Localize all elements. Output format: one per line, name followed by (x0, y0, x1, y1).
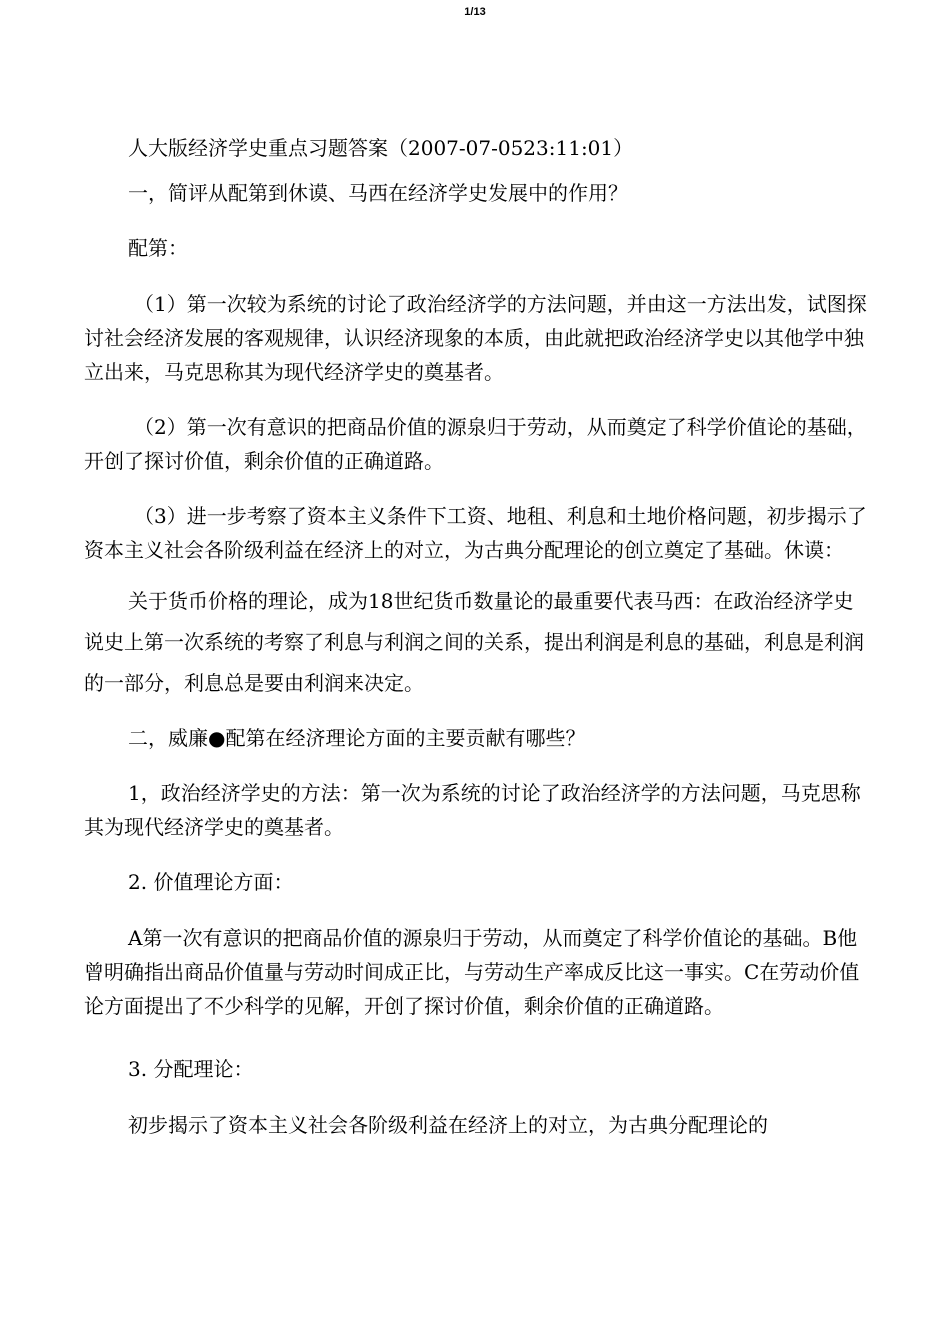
petty-point-3: （3）进一步考察了资本主义条件下工资、地租、利息和土地价格问题，初步揭示了资本主义社会各阶级利益在经济上的对立，为古典分配理论的创立奠定了基础。休谟： (84, 504, 867, 562)
document-title: 人大版经济学史重点习题答案（2007-07-0523:11:01） (128, 136, 634, 160)
question-1-heading: 一，简评从配第到休谟、马西在经济学史发展中的作用？ (128, 181, 628, 205)
q2-point-3-body: 初步揭示了资本主义社会各阶级利益在经济上的对立，为古典分配理论的 (128, 1113, 768, 1137)
petty-point-2: （2）第一次有意识的把商品价值的源泉归于劳动，从而奠定了科学价值论的基础，开创了探讨价值，剩余价值的正确道路。 (84, 415, 867, 473)
q2-point-2-body: A第一次有意识的把商品价值的源泉归于劳动，从而奠定了科学价值论的基础。B他曾明确指出商品价值量与劳动时间成正比，与劳动生产率成反比这一事实。C在劳动价值论方面提出了不少科学的见解，开创了探讨价值，剩余价值的正确道路。 (84, 926, 860, 1018)
q2-point-2-label: 2. 价值理论方面： (128, 870, 294, 894)
hume-massie-paragraph: 关于货币价格的理论，成为18世纪货币数量论的最重要代表马西：在政治经济学史说史上第一次系统的考察了利息与利润之间的关系，提出利润是利息的基础，利息是利润的一部分，利息总是要由利润来决定。 (84, 589, 864, 695)
petty-point-1: （1）第一次较为系统的讨论了政治经济学的方法问题，并由这一方法出发，试图探讨社会经济发展的客观规律，认识经济现象的本质，由此就把政治经济学史以其他学中独立出来，马克思称其为现代经济学史的奠基者。 (84, 292, 867, 384)
question-2-heading: 二，威廉●配第在经济理论方面的主要贡献有哪些？ (128, 726, 586, 750)
petty-label: 配第： (128, 236, 188, 260)
document-body (84, 131, 868, 1142)
page-number: 1/13 (464, 6, 486, 18)
q2-point-1: 1，政治经济学史的方法：第一次为系统的讨论了政治经济学的方法问题，马克思称其为现代经济学史的奠基者。 (84, 781, 861, 839)
q2-point-3-label: 3. 分配理论： (128, 1057, 254, 1081)
